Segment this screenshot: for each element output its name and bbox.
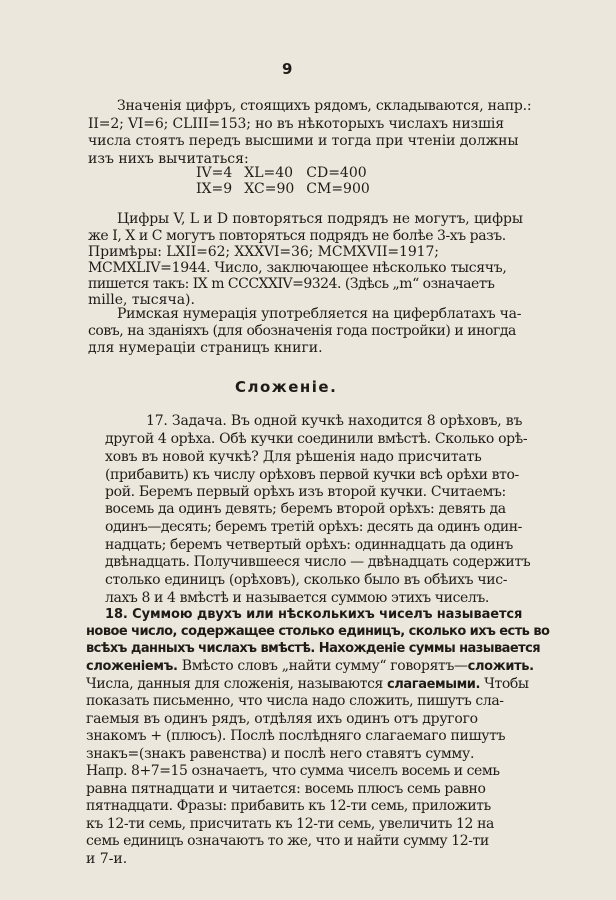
- example-cell: XL=40: [244, 165, 294, 181]
- para17-line: (прибавить) къ числу орѣховъ первой кучки всѣ орѣхи вто-: [105, 467, 519, 483]
- para1-line-4: изъ нихъ вычитаться:: [88, 151, 249, 167]
- para18-bold-line: всѣхъ данныхъ числахъ вмѣстѣ. Нахожденіе суммы называется: [86, 641, 541, 656]
- para2-line-2: же I, X и C могутъ повторяться подрядъ не болѣе 3-хъ разъ.: [88, 228, 506, 244]
- section-heading: Сложеніе.: [235, 378, 338, 396]
- para18-line: Напр. 8+7=15 означаетъ, что сумма чиселъ восемь и семь: [86, 763, 500, 779]
- para17-line: надцать; беремъ четвертый орѣхъ: одиннадцать да одинъ: [105, 537, 513, 553]
- para18-line: гаемыя въ одинъ рядъ, отдѣляя ихъ одинъ отъ другого: [86, 711, 478, 727]
- para18-line: семь единицъ означаютъ то же, что и найти сумму 12-ти: [86, 833, 489, 849]
- para1-line-3: числа стоятъ передъ высшими и тогда при чтеніи должны: [88, 133, 519, 149]
- para18-line: знакъ=(знакъ равенства) и послѣ него ставятъ сумму.: [86, 746, 475, 762]
- para2-line-5: пишется такъ: IX m CCCXXIV=9324. (Здѣсь „m“ означаетъ: [88, 276, 495, 292]
- para18-line: пятнадцати. Фразы: прибавить къ 12-ти семь, приложить: [86, 798, 491, 814]
- example-cell: IX=9: [196, 181, 233, 197]
- para1-line-1: Значенія цифръ, стоящихъ рядомъ, складываются, напр.:: [117, 98, 532, 114]
- term-addends: слагаемыми.: [387, 677, 481, 692]
- para18-mixed-line-1: [86, 658, 534, 675]
- mixed-text: Числа, данныя для сложенія, называются: [86, 676, 387, 692]
- para18-line: и 7-и.: [86, 851, 128, 867]
- para18-line: къ 12-ти семь, присчитать къ 12-ти семь, увеличить 12 на: [86, 816, 494, 832]
- para18-line: равна пятнадцати и читается: восемь плюсъ семь равно: [86, 781, 486, 797]
- example-row: [190, 181, 376, 197]
- para18-line: показать письменно, что числа надо сложить, пишутъ сла-: [86, 693, 504, 709]
- para17-line: ховъ въ новой кучкѣ? Для рѣшенія надо присчитать: [105, 449, 482, 465]
- para17-line: двѣнадцать. Получившееся число — двѣнадцать содержитъ: [105, 554, 531, 570]
- example-cell: IV=4: [196, 165, 233, 181]
- para3-line-2: совъ, на зданіяхъ (для обозначенія года постройки) и иногда: [88, 323, 516, 339]
- example-cell: XC=90: [244, 181, 295, 197]
- roman-subtraction-examples: [190, 165, 376, 197]
- page-number: 9: [282, 60, 293, 78]
- term-add: сложить.: [467, 659, 534, 674]
- para2-line-4: MCMXLIV=1944. Число, заключающее нѣсколько тысячъ,: [88, 260, 507, 276]
- para18-mixed-line-2: [86, 676, 529, 693]
- mixed-text: Вмѣсто словъ „найти сумму“ говорятъ—: [177, 658, 468, 674]
- mixed-text: Чтобы: [480, 676, 529, 692]
- para17-line: 17. Задача. Въ одной кучкѣ находится 8 орѣховъ, въ: [146, 413, 523, 429]
- para18-bold-line: 18. Суммою двухъ или нѣсколькихъ чиселъ называется: [105, 607, 523, 622]
- para17-line: восемь да одинъ девять; беремъ второй орѣхъ: девять да: [105, 501, 506, 517]
- para3-line-1: Римская нумерація употребляется на циферблатахъ ча-: [117, 306, 522, 322]
- para17-line: другой 4 орѣха. Обѣ кучки соединили вмѣстѣ. Сколько орѣ-: [105, 431, 528, 447]
- para17-line: столько единицъ (орѣховъ), сколько было въ обѣихъ чис-: [105, 572, 508, 588]
- para17-line: одинъ—десять; беремъ третій орѣхъ: десять да одинъ один-: [105, 519, 522, 535]
- term-addition: сложеніемъ.: [86, 659, 178, 674]
- para2-line-3: Примѣры: LXII=62; XXXVI=36; MCMXVII=1917;: [88, 244, 439, 260]
- para2-line-6: mille, тысяча).: [88, 292, 195, 308]
- example-cell: CM=900: [306, 181, 370, 197]
- para2-line-1: Цифры V, L и D повторяться подрядъ не могутъ, цифры: [117, 211, 523, 227]
- para18-bold-line: новое число, содержащее столько единицъ, сколько ихъ есть во: [86, 624, 550, 639]
- example-row: [190, 165, 376, 181]
- para17-line: рой. Беремъ первый орѣхъ изъ второй кучки. Считаемъ:: [105, 484, 506, 500]
- para17-line: лахъ 8 и 4 вмѣстѣ и называется суммою этихъ чиселъ.: [105, 590, 489, 606]
- para18-line: знакомъ + (плюсъ). Послѣ послѣдняго слагаемаго пишутъ: [86, 728, 506, 744]
- example-cell: CD=400: [306, 165, 367, 181]
- para3-line-3: для нумераціи страницъ книги.: [88, 340, 323, 356]
- para1-line-2: II=2; VI=6; CLIII=153; но въ нѣкоторыхъ числахъ низшія: [88, 116, 504, 132]
